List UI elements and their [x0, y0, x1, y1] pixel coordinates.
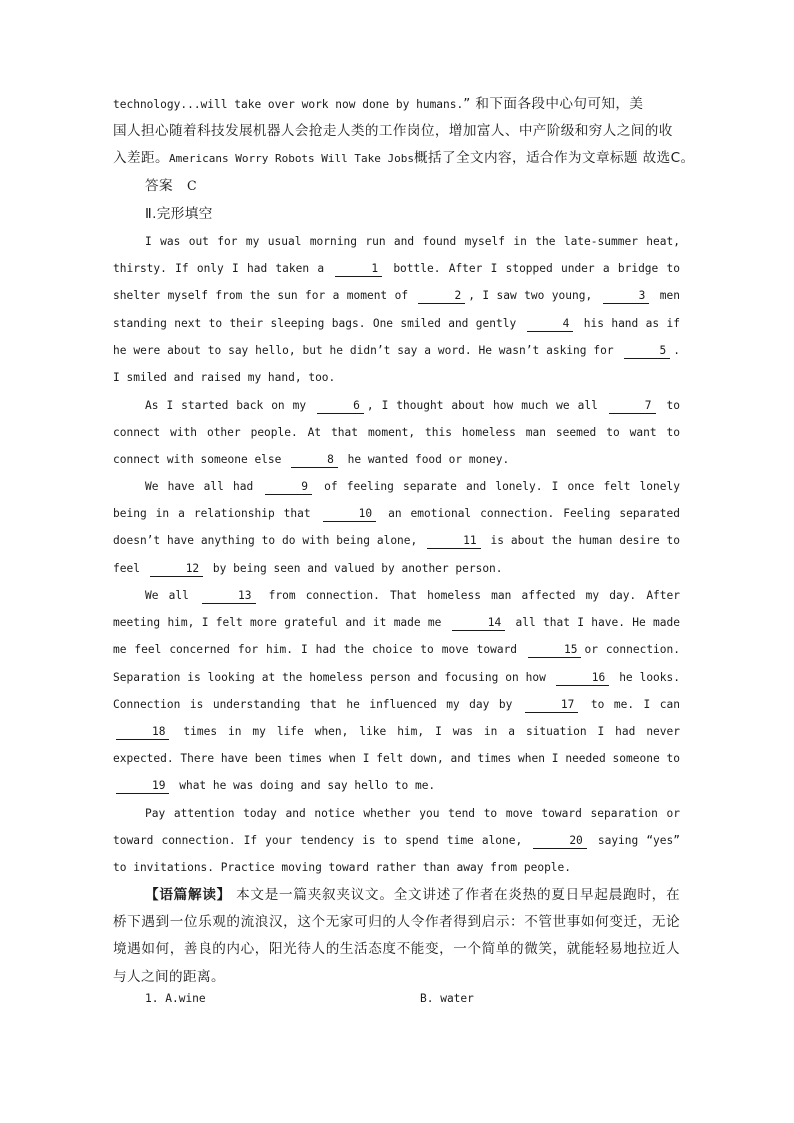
blank-1[interactable]: 1 [335, 262, 382, 277]
passage-text: he looks. Connection is understanding that he influenced my day by [113, 670, 680, 711]
blank-12[interactable]: 12 [150, 562, 203, 577]
intro-quote-en: technology...will take over work now done by humans. [113, 98, 464, 111]
intro-line-3-end: 概括了全文内容，适合作为文章标题 故选C。 [414, 150, 695, 166]
question-number: 1. [145, 992, 159, 1005]
question-1 [145, 992, 206, 1005]
option-b[interactable]: B. water [420, 992, 474, 1005]
passage-text: We have all had [145, 480, 263, 493]
blank-17[interactable]: 17 [525, 698, 578, 713]
blank-15[interactable]: 15 [528, 643, 581, 658]
passage-text: . I smiled and raised my hand, too. [113, 343, 680, 385]
blank-3[interactable]: 3 [603, 289, 650, 304]
passage-text: what he was doing and say hello to me. [172, 779, 436, 793]
passage-text: all that I have. He made me feel concerned for him. I had the choice to move toward [113, 616, 680, 657]
blank-13[interactable]: 13 [202, 589, 255, 604]
blank-10[interactable]: 10 [323, 507, 376, 522]
blank-4[interactable]: 4 [527, 317, 574, 332]
blank-18[interactable]: 18 [116, 725, 169, 740]
passage-text: he wanted food or money. [340, 453, 510, 467]
intro-line-3 [113, 146, 695, 167]
passage-paragraph-3 [113, 473, 680, 582]
section-title: Ⅱ.完形填空 [145, 206, 213, 222]
blank-7[interactable]: 7 [609, 399, 656, 414]
passage-text: of feeling separate and lonely. I once felt lonely being in a relationship that [113, 480, 680, 521]
analysis-label: 【语篇解读】 [145, 887, 231, 903]
answer-label: 答案 [145, 178, 173, 194]
passage-text: from connection. That homeless man affected my day. After meeting him, I felt more grateful and it made me [113, 589, 681, 630]
answer-value: C [187, 178, 197, 193]
blank-16[interactable]: 16 [556, 671, 609, 686]
passage-text: to connect with other people. At that moment, this homeless man seemed to want to connect with someone else [113, 399, 680, 467]
blank-9[interactable]: 9 [265, 480, 312, 495]
passage-text: times in my life when, like him, I was in a situation I had never expected. There have been times when I felt down, and times when I needed someone to [113, 725, 680, 766]
passage-paragraph-2 [113, 392, 680, 474]
passage-paragraph-4 [113, 582, 680, 800]
passage-text: an emotional connection. Feeling separated doesn’t have anything to do with being alone, [113, 507, 680, 548]
intro-line-1 [113, 92, 643, 113]
passage-paragraph-1 [113, 228, 680, 391]
blank-8[interactable]: 8 [291, 453, 338, 468]
passage-text: his hand as if he were about to say hello, but he didn’t say a word. He wasn’t asking for [113, 316, 680, 357]
option-a[interactable]: A.wine [165, 992, 206, 1005]
passage-text: bottle. After I stopped under a bridge to shelter myself from the sun for a moment of [113, 262, 680, 303]
blank-14[interactable]: 14 [452, 616, 505, 631]
passage-text: , I thought about how much we all [366, 399, 606, 412]
passage-text: or connection. Separation is looking at the homeless person and focusing on how [113, 643, 680, 684]
analysis-paragraph [113, 882, 680, 991]
intro-line-1-cn: ” 和下面各段中心句可知，美 [463, 96, 644, 112]
passage-text: As I started back on my [145, 399, 315, 412]
answer-line [145, 174, 197, 195]
blank-20[interactable]: 20 [533, 834, 586, 849]
intro-line-3-start: 入差距。 [113, 150, 169, 166]
passage-text: to me. I can [581, 697, 681, 711]
intro-title-en: Americans Worry Robots Will Take Jobs [168, 152, 415, 165]
passage-text: by being seen and valued by another person. [206, 561, 503, 575]
passage-text: men standing next to their sleeping bags. One smiled and gently [113, 289, 680, 330]
intro-line-2: 国人担心随着科技发展机器人会抢走人类的工作岗位，增加富人、中产阶级和穷人之间的收 [113, 123, 673, 139]
analysis-text: 本文是一篇夹叙夹议文。全文讲述了作者在炎热的夏日早起晨跑时，在桥下遇到一位乐观的流浪汉，这个无家可归的人令作者得到启示：不管世事如何变迁，无论境遇如何，善良的内心，阳光待人的生活态度不能变，一个简单的微笑，就能轻易地拉近人与人之间的距离。 [113, 887, 680, 985]
passage-text: , I saw two young, [468, 289, 600, 303]
passage-text: is about the human desire to feel [113, 534, 680, 575]
blank-2[interactable]: 2 [418, 289, 465, 304]
blank-19[interactable]: 19 [116, 779, 169, 794]
passage-text: Pay attention today and notice whether you tend to move toward separation or toward connection. If your tendency is to spend time alone, [113, 807, 680, 848]
blank-11[interactable]: 11 [427, 534, 480, 549]
blank-6[interactable]: 6 [317, 399, 364, 414]
passage-text: saying “yes” to invitations. Practice moving toward rather than away from people. [113, 834, 680, 875]
passage-text: We all [145, 589, 200, 602]
blank-5[interactable]: 5 [624, 344, 671, 359]
passage-paragraph-5 [113, 800, 680, 882]
passage-text: I was out for my usual morning run and found myself in the late-summer heat, thirsty. If only I had taken a [113, 235, 680, 276]
